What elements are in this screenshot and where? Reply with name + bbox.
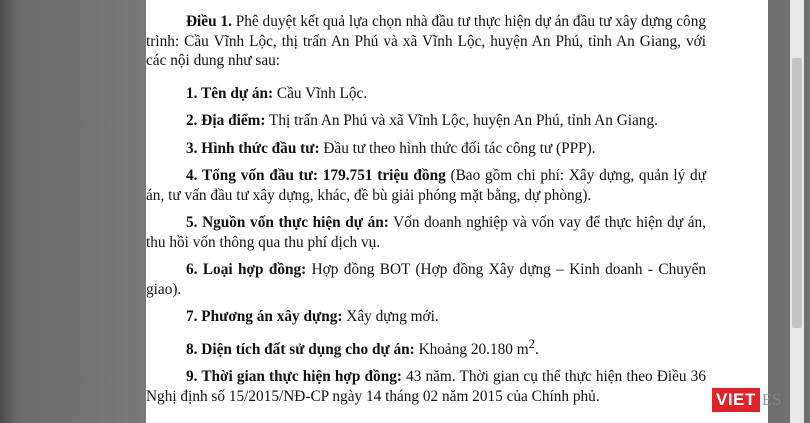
item-9-label: 9. Thời gian thực hiện hợp đồng: [186, 368, 402, 386]
item-5-value: Vốn doanh nghiệp và vốn vay để thực hiện dự án, thu hồi vốn thông qua thu phí dịch vụ. [146, 214, 706, 251]
item-contract-type [146, 260, 706, 299]
watermark-tail: ES [761, 390, 782, 409]
article-1-paragraph [146, 12, 706, 71]
scrollbar-thumb[interactable] [792, 58, 802, 328]
viewer-frame-left [0, 0, 146, 423]
article-1-heading: Điều 1. [186, 13, 232, 30]
item-3-value: Đầu tư theo hình thức đối tác công tư (PPP). [319, 139, 596, 157]
item-location [146, 111, 706, 131]
item-8-label: 8. Diện tích đất sử dụng cho dự án: [186, 340, 415, 358]
watermark-logo: VIET [712, 388, 760, 412]
item-6-value: Hợp đồng BOT (Hợp đồng Xây dựng – Kinh doanh - Chuyển giao). [146, 261, 706, 298]
item-2-label: 2. Địa điểm: [186, 112, 266, 129]
item-total-capital [146, 166, 706, 205]
item-3-label: 3. Hình thức đầu tư: [186, 139, 320, 157]
item-5-label: 5. Nguồn vốn thực hiện dự án: [186, 214, 389, 231]
item-7-label: 7. Phương án xây dựng: [186, 308, 343, 325]
item-1-label: 1. Tên dự án: [186, 84, 274, 102]
document-page [146, 0, 768, 423]
item-4-value: (Bao gồm chi phí: Xây dựng, quản lý dự án, tư vấn đầu tư xây dựng, khác, đề bù giải phóng mặt bằng, dự phòng). [146, 167, 706, 204]
item-9-value: 43 năm. Thời gian cụ thể thực hiện theo Điều 36 Nghị định số 15/2015/NĐ-CP ngày 14 tháng 02 năm 2015 của Chính phủ. [146, 368, 706, 405]
item-6-label: 6. Loại hợp đồng: [186, 261, 307, 278]
site-watermark [712, 388, 782, 412]
item-8-superscript: 2 [528, 336, 535, 351]
item-investment-form [146, 139, 706, 159]
item-2-value: Thị trấn An Phú và xã Vĩnh Lộc, huyện An Phú, tỉnh An Giang. [265, 112, 658, 129]
item-8-end: . [535, 340, 539, 358]
item-contract-duration [146, 367, 706, 406]
article-1-text: Phê duyệt kết quả lựa chọn nhà đầu tư thực hiện dự án đầu tư xây dựng công trình: Cầu Vĩnh Lộc, thị trấn An Phú và xã Vĩnh Lộc, huyện An Phú, tỉnh An Giang, với các nội dung như sau: [146, 13, 706, 69]
item-construction-plan [146, 307, 706, 327]
item-1-value: Cầu Vĩnh Lộc. [273, 84, 368, 102]
item-7-value: Xây dựng mới. [342, 308, 439, 325]
item-land-area [146, 335, 706, 360]
document-body [146, 12, 706, 414]
item-4-label: 4. Tổng vốn đầu tư: 179.751 triệu đồng [186, 167, 446, 184]
item-capital-source [146, 213, 706, 252]
item-8-value: Khoảng 20.180 m [414, 340, 529, 358]
item-project-name [146, 84, 706, 104]
